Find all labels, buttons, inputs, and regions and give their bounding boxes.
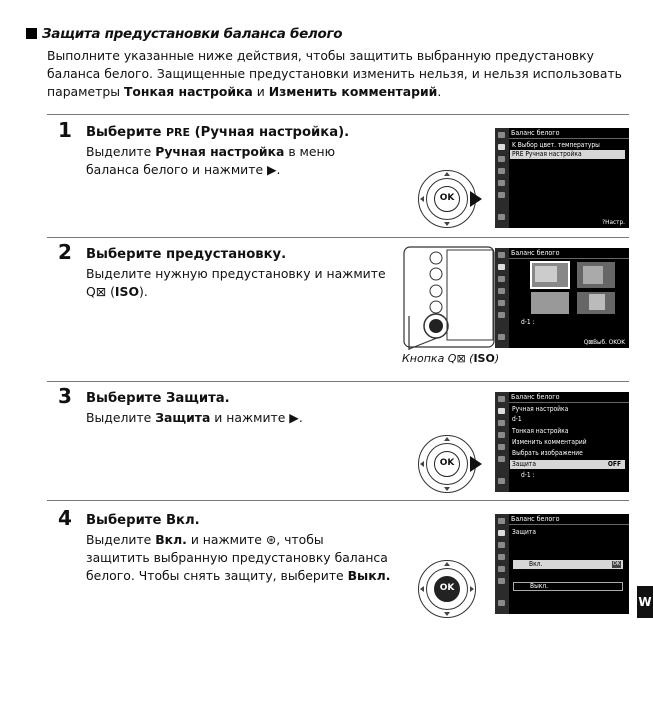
protect-button-icon: Q⊠ [86,284,107,299]
lcd-row: K Выбор цвет. температуры [512,141,600,149]
step2-body-b: ( [106,284,115,299]
preset-thumbnails [529,260,619,316]
lcd-option-on [513,560,623,569]
intro-bold-fine-tune: Тонкая настройка [123,84,253,99]
divider [47,381,629,382]
step-number: 4 [58,506,72,530]
step4-body-c: и нажмите ⊛, чтобы защитить выбранную предустановку баланса белого. Чтобы снять защиту, выберите [86,532,388,583]
caption-iso: ISO [473,352,495,365]
right-arrow-icon [470,456,482,472]
camera-screen-protect-toggle [495,514,629,614]
pre-icon: PRE [166,126,191,139]
step-number: 2 [58,240,72,264]
lcd-title: Баланс белого [511,393,560,401]
lcd-title: Баланс белого [511,249,560,257]
iso-label: ISO [114,284,139,299]
section-marker-icon [26,28,37,39]
lcd-title: Баланс белого [511,515,560,523]
divider [47,237,629,238]
multi-selector-dial [418,170,476,228]
step-body [86,409,391,427]
lcd-subtitle: Защита [512,528,536,536]
lcd-preset-label: d-1 : [521,318,535,326]
lcd-option-on-label: Вкл. [529,560,543,568]
multi-selector-dial [418,435,476,493]
lcd-row: Выбрать изображение [512,449,583,457]
lcd-protect-value: OFF [607,460,621,468]
section-title-text: Защита предустановки баланса белого [42,26,343,42]
button-caption [402,352,499,365]
ok-button-pressed-icon: OK [434,576,460,602]
step-title: Выберите Защита. [86,391,230,406]
step4-body-bold-on: Вкл. [155,532,187,547]
step2-body-a: Выделите нужную предустановку и нажмите [86,266,386,281]
lcd-row-selected: PRE Ручная настройка [510,150,625,159]
lcd-row: Ручная настройка [512,405,569,413]
step4-body-a: Выделите [86,532,156,547]
camera-screen-wb-menu [495,128,629,228]
lcd-footer: ?Настр. [602,218,625,226]
lcd-row: Изменить комментарий [512,438,587,446]
step3-body-a: Выделите [86,410,156,425]
intro-bold-edit-comment: Изменить комментарий [268,84,438,99]
step1-title-a: Выберите [86,125,166,140]
step3-body-c: и нажмите ▶. [210,410,303,425]
step-title [86,124,349,142]
intro-and: и [252,84,269,99]
lcd-title: Баланс белого [511,129,560,137]
step3-body-bold: Защита [155,410,211,425]
ok-icon: OK [612,561,620,567]
lcd-footer: Q⊠Выб. OKOK [583,338,625,346]
intro-end: . [437,84,442,99]
intro-text: Выполните указанные ниже действия, чтобы защитить выбранную предустановку баланса белого. Защищенные предустановки изменить нельзя, и нельзя использовать параметры [47,48,622,99]
step-body [86,143,391,179]
step1-body-bold: Ручная настройка [155,144,285,159]
caption-end: ) [494,352,500,365]
step-number: 3 [58,384,72,408]
lcd-row: d-1 : [521,471,535,479]
right-arrow-icon [470,191,482,207]
lcd-row: Тонкая настройка [512,427,569,435]
multi-selector-dial [418,560,476,618]
step-number: 1 [58,118,72,142]
caption-label: Кнопка Q⊠ ( [402,352,474,365]
lcd-row-protect: Защита [512,460,536,468]
lcd-row-selected [510,460,625,469]
camera-screen-preset-options [495,392,629,492]
camera-screen-preset-select [495,248,629,348]
step2-body-c: ). [139,284,148,299]
camera-back-illustration [403,246,495,350]
step1-title-b: (Ручная настройка). [190,125,350,140]
intro-paragraph [47,47,632,101]
lcd-option-off: Выкл. [513,582,623,591]
divider [47,114,629,115]
step-body [86,531,391,585]
lcd-row: d-1 [512,415,522,423]
step-title: Выберите Вкл. [86,513,200,528]
step4-body-bold-off: Выкл. [347,568,391,583]
step-body [86,265,391,301]
ok-button-icon: OK [434,186,460,212]
step-title: Выберите предустановку. [86,247,287,262]
step1-body-a: Выделите [86,144,156,159]
ok-button-icon: OK [434,451,460,477]
chapter-tab: W [637,586,653,618]
section-title [26,26,342,42]
divider [47,500,629,501]
step1-body-c: в меню баланса белого и нажмите ▶. [86,144,336,177]
